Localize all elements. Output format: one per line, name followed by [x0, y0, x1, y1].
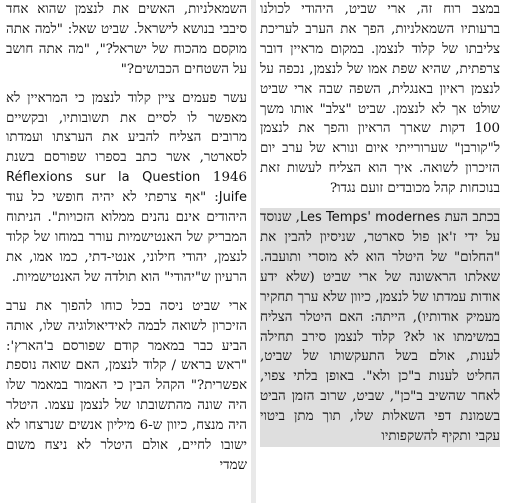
journal-title: Les Temps' modernes: [299, 210, 441, 226]
book-title: Réflexions sur la Question Juife: [6, 170, 247, 206]
paragraph-memorial: ארי שביט ניסה בכל כוחו להפוך את ערב הזיכרון לשואה לבמה לאידיאולוגיה שלו, אותה הביע כבר במאמר קודם שפורסם ב'הארץ': "ראש בראש / קלוד לנצמן, האם שואה נוספת אפשרית?" הקהל הבין כי האמור במאמר שלו היה שונה מהתשובתו של לנצמן עצמו. היטלר היה מנצח, כיוון ש-6 מיליון אנשים שנרצחו לא ישובו לחיים, אולם היטלר לא ניצח משום שמדי: [6, 298, 247, 473]
interview-text: , שנוסד על ידי ז'אן פול סארטר, שניסיון להבין את "החלום" של היטלר הוא לא מוסרי ותועבה. שאלתו הראשונה של ארי שביט (שלא ידע אודות עמדתו של לנצמן, כיוון שלא ערך תחקיר מעמיק אודותיו), הייתה: האם היטלר הצליח במשימתו או לא? קלוד לנצמן סירב תחילה לענות, אולם בשל התעקשותו של שביט, החליט לענות ב"כן ולא". באופן בלתי צפוי, לאחר שהשיב ב"כן", שביט, שרוב הזמן הביט בשמונת דפי השאלות שלו, תוך מתן ביטוי עקבי ותקיף להשקפותיו: [259, 210, 500, 445]
paragraph-spacer: [260, 199, 500, 208]
paragraph-interview: [260, 208, 500, 447]
journal-intro-text: בכתב העת: [444, 210, 500, 226]
paragraph-spacer: [6, 288, 247, 297]
paragraph-questions: השמאלניות, האשים את לנצמן שהוא אחד סיבבי בנושא לישראל. שביט שאל: "למה אתה מוקסם מהכוח של ישראל?", "מה אתה חושב על השטחים הכבושים?": [6, 2, 247, 77]
article-column-right: [256, 0, 506, 503]
article-column-left: [0, 0, 251, 503]
shaded-section: [260, 208, 500, 447]
paragraph-sartre: [6, 89, 247, 288]
sartre-text: עשר פעמים ציין קלוד לנצמן כי המראיין לא מאפשר לו לסיים את תשובותיו, ובקשיים מרובים הצליח להביע את הערצתו ועמדתו לסארטר, אשר כתב בספרו שפורסם בשנת 1946: [6, 90, 247, 186]
paragraph-intro: במצב רוח זה, ארי שביט, היהודי לכולנו ברעותיו השמאלניות, הפך את הערב לעריכת צליבתו של קלוד לנצמן. במקום מראיין דובר צרפתית, שהיא שפת אמו של לנצמן, נכפה על לנצמן ראיון באנגלית, השפה שבה ארי שביט שולט אך לא לנצמן. שביט "צלב" אותו משך 100 דקות שארך הראיון והפך את לנצמן ל"קורבן" שערורייתי איום ונורא של ערב יום הזיכרון לשואה. איך הוא הצליח לעשות זאת בנוכחות קהל מכובדים זועם נגדו?: [260, 2, 500, 197]
sartre-quote: : "אף צרפתי לא יהיה חופשי כל עוד היהודים אינם נהנים ממלוא הזכויות". הניתוח המבריק של האנטישמיות עורר במוחו של קלוד לנצמן, יהודי חילוני, אנטי-דתי, כמו אמו, את הרעיון ש"יהודי" הוא תולדה של האנטישמיות.: [6, 190, 247, 285]
paragraph-spacer: [6, 80, 247, 89]
